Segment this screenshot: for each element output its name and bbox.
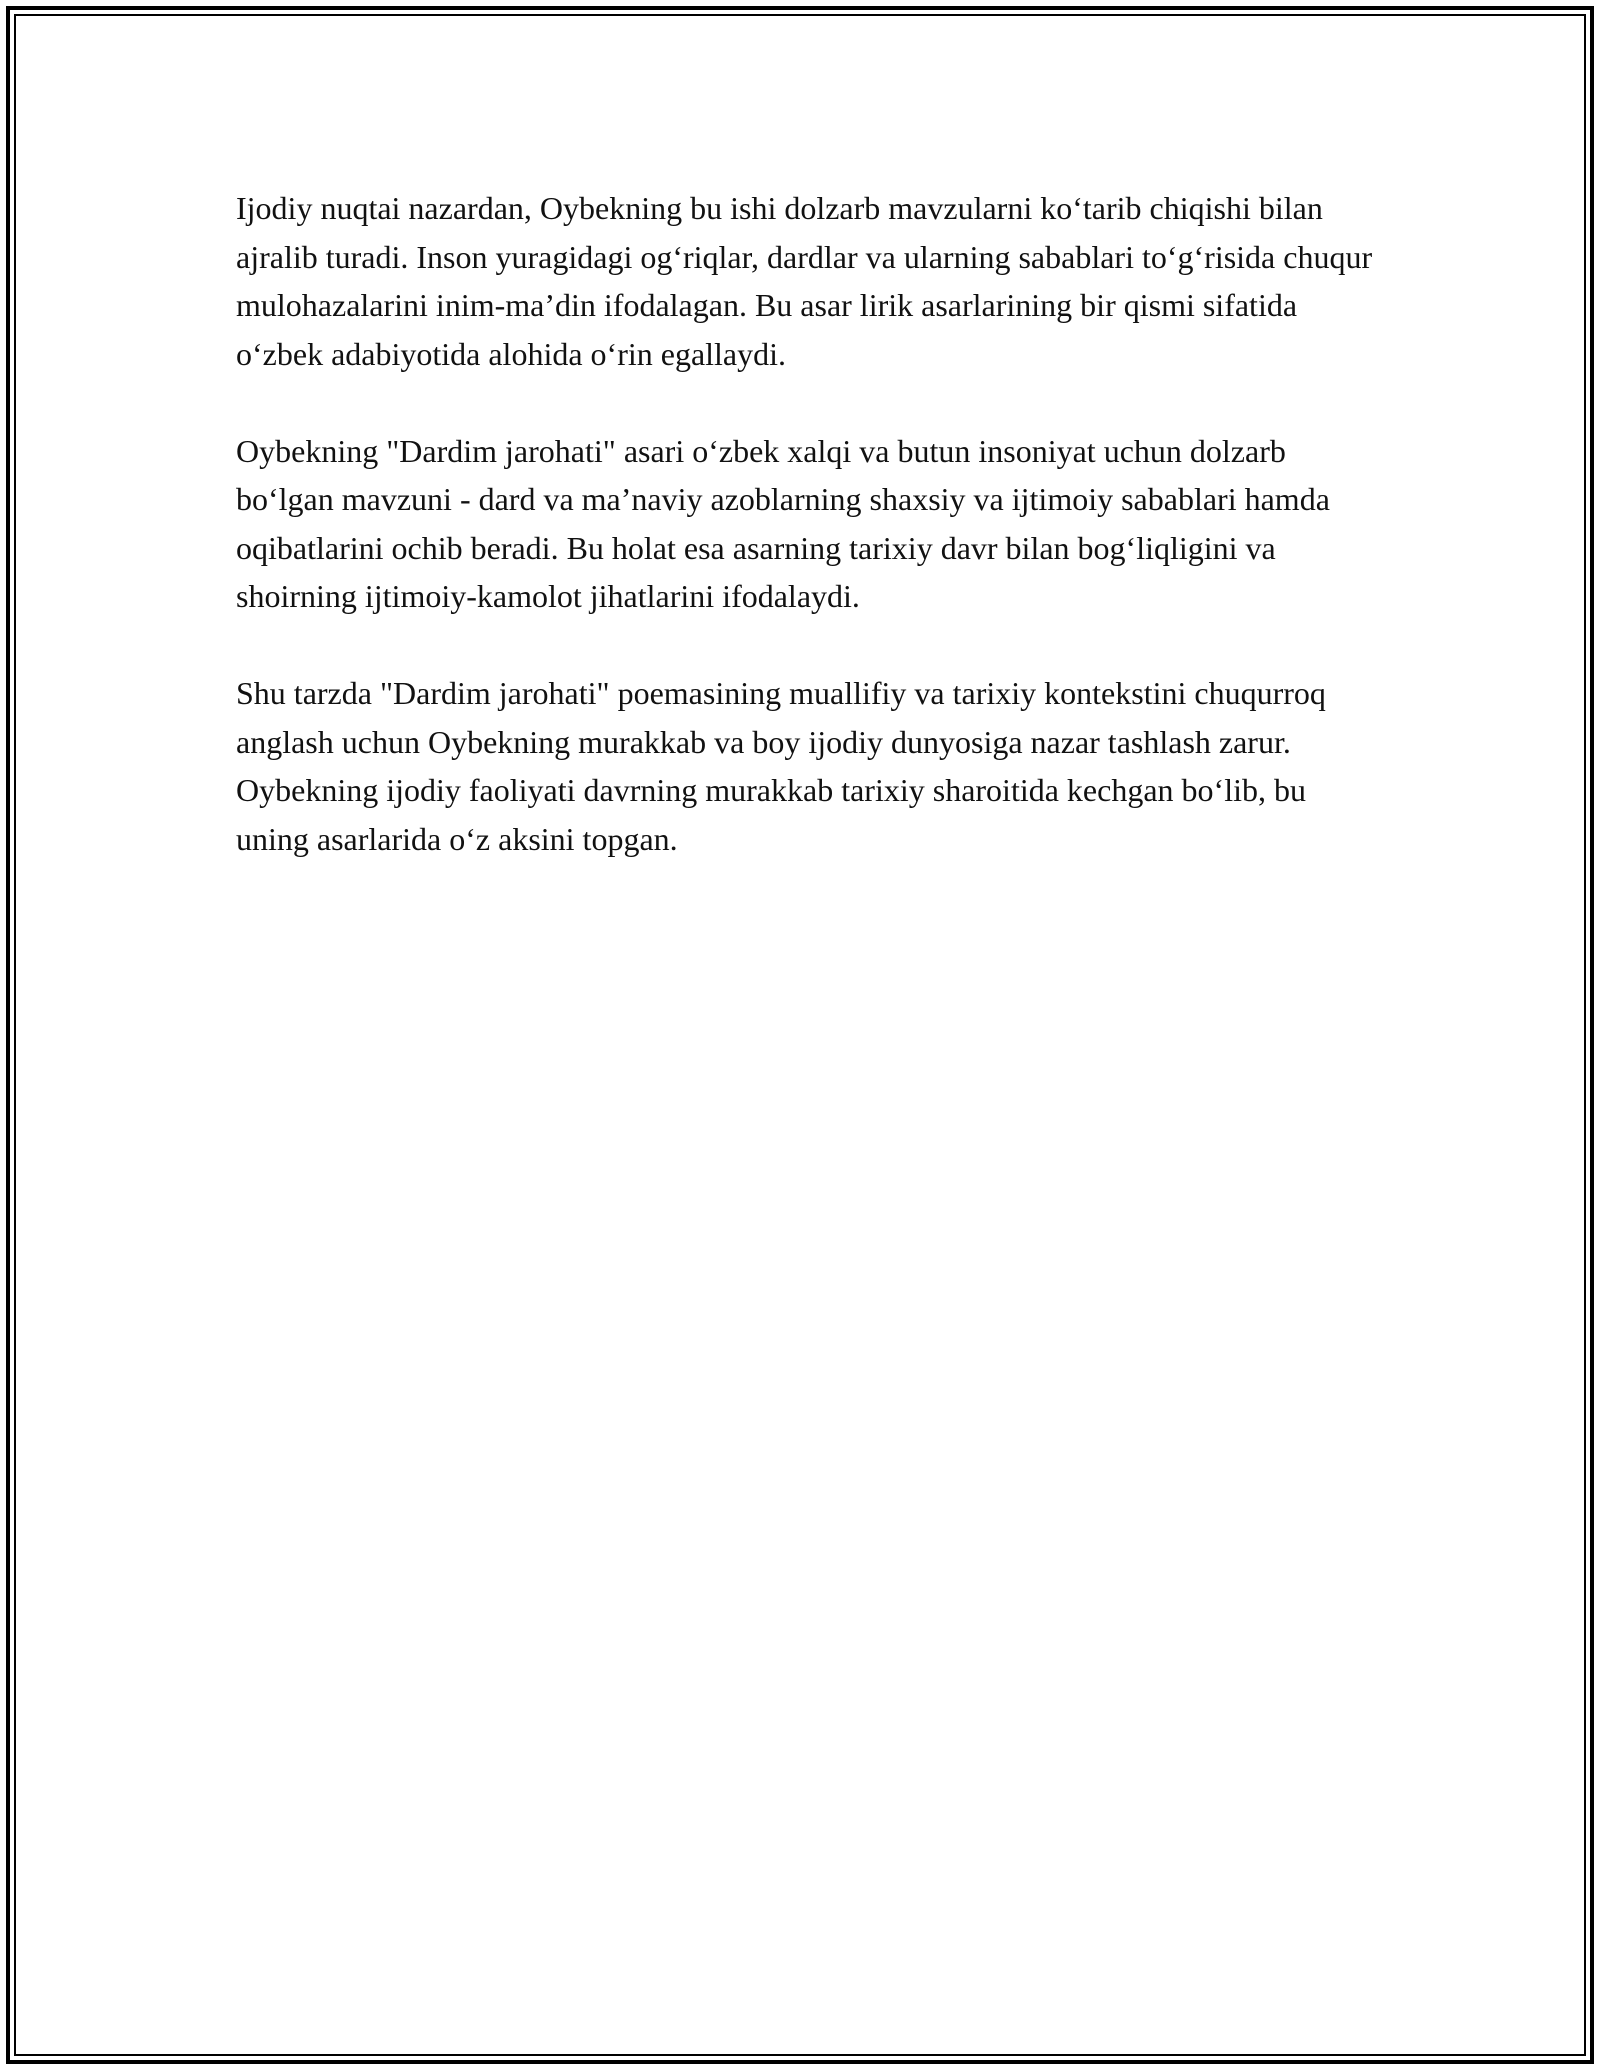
paragraph-1: Ijodiy nuqtai nazardan, Oybekning bu ishi dolzarb mavzularni ko‘tarib chiqishi bilan ajralib turadi. Inson yuragidagi og‘riqlar, dardlar va ularning sabablari to‘g‘risida chuqur mulohazalarini inim-ma’din ifodalagan. Bu asar lirik asarlarining bir qismi sifatida o‘zbek adabiyotida alohida o‘rin egallaydi. — [236, 190, 1373, 372]
document-body — [236, 184, 1376, 912]
paragraph-3: Shu tarzda "Dardim jarohati" poemasining muallifiy va tarixiy kontekstini chuqurroq anglash uchun Oybekning murakkab va boy ijodiy dunyosiga nazar tashlash zarur. Oybekning ijodiy faoliyati davrning murakkab tarixiy sharoitida kechgan bo‘lib, bu uning asarlarida o‘z aksini topgan. — [236, 675, 1326, 857]
paragraph-2: Oybekning "Dardim jarohati" asari o‘zbek xalqi va butun insoniyat uchun dolzarb bo‘lgan mavzuni - dard va ma’naviy azoblarning shaxsiy va ijtimoiy sabablari hamda oqibatlarini ochib beradi. Bu holat esa asarning tarixiy davr bilan bog‘liqligini va shoirning ijtimoiy-kamolot jihatlarini ifodalaydi. — [236, 432, 1330, 614]
